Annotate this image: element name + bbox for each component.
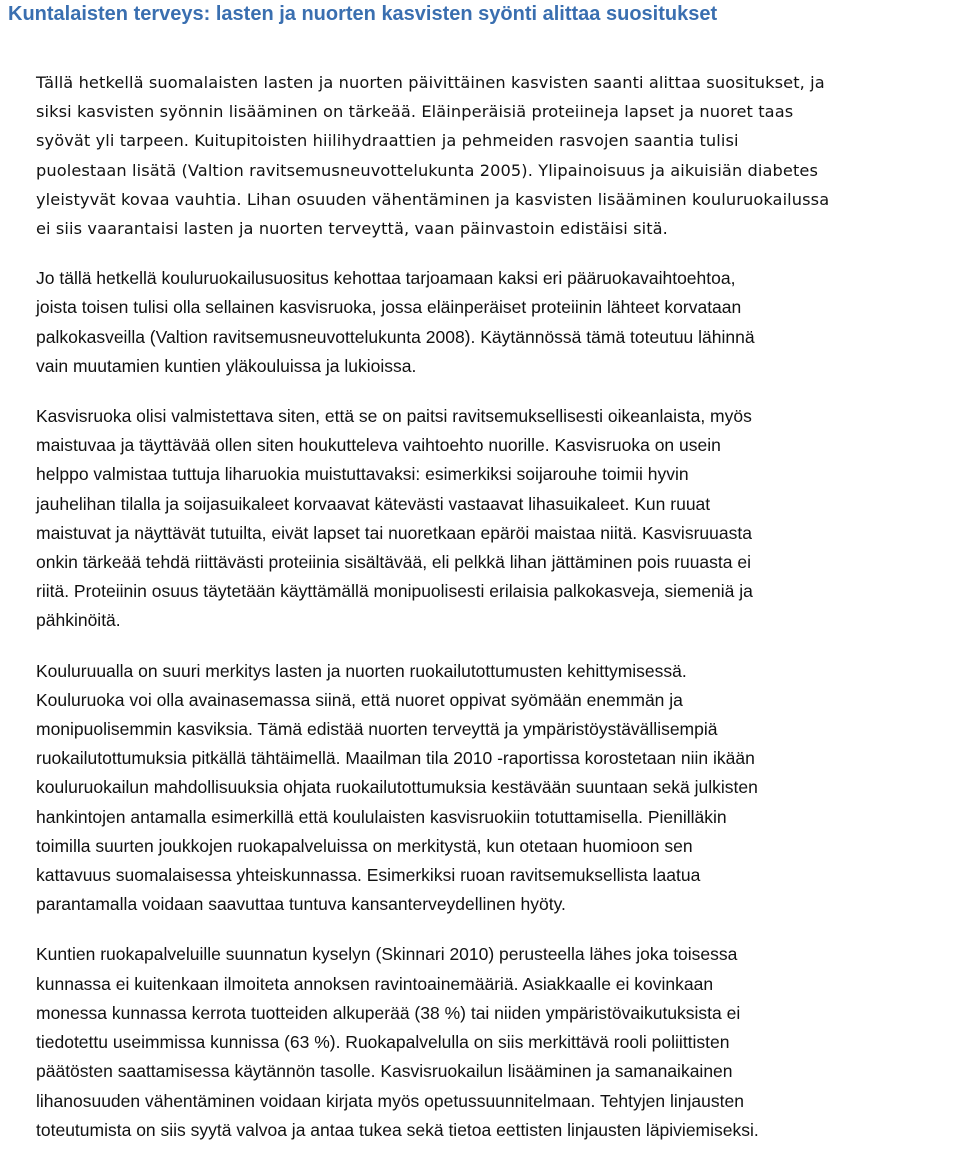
- text-line: monipuolisemmin kasviksia. Tämä edistää nuorten terveyttä ja ympäristöystävällisempiä: [36, 719, 718, 740]
- text-line: jauhelihan tilalla ja soijasuikaleet korvaavat kätevästi vastaavat lihasuikaleet. Kun ruuat: [36, 493, 711, 514]
- text-line: Kuntien ruokapalveluille suunnatun kyselyn (Skinnari 2010) perusteella lähes joka toisessa: [36, 944, 738, 965]
- text-line: Jo tällä hetkellä kouluruokailusuositus kehottaa tarjoamaan kaksi eri pääruokavaihtoehtoa,: [36, 268, 736, 289]
- text-line: joista toisen tulisi olla sellainen kasvisruoka, jossa eläinperäiset proteiinin lähteet korvataan: [36, 297, 742, 318]
- text-line: kunnassa ei kuitenkaan ilmoiteta annoksen ravintoainemääriä. Asiakkaalle ei kovinkaan: [36, 973, 714, 994]
- text-line: toteutumista on siis syytä valvoa ja antaa tukea sekä tietoa eettisten linjausten läpiviemiseksi.: [36, 1119, 759, 1140]
- text-line: Kouluruualla on suuri merkitys lasten ja nuorten ruokailutottumusten kehittymisessä.: [36, 660, 687, 681]
- text-line: palkokasveilla (Valtion ravitsemusneuvottelukunta 2008). Käytännössä tämä toteutuu lähinnä: [36, 326, 755, 347]
- paragraph-2: [36, 264, 960, 381]
- text-line: parantamalla voidaan saavuttaa tuntuva kansanterveydellinen hyöty.: [36, 894, 566, 915]
- text-line: helppo valmistaa tuttuja liharuokia muistuttavaksi: esimerkiksi soijarouhe toimii hyvin: [36, 464, 689, 485]
- text-line: monessa kunnassa kerrota tuotteiden alkuperää (38 %) tai niiden ympäristövaikutuksista ei: [36, 1002, 741, 1023]
- article-body: [36, 68, 960, 1166]
- text-line: Tällä hetkellä suomalaisten lasten ja nuorten päivittäinen kasvisten saanti alittaa suositukset, ja: [36, 73, 825, 92]
- page-title: Kuntalaisten terveys: lasten ja nuorten kasvisten syönti alittaa suositukset: [8, 3, 718, 25]
- text-line: kattavuus suomalaisessa yhteiskunnassa. Esimerkiksi ruoan ravitsemuksellista laatua: [36, 865, 701, 886]
- paragraph-5: [36, 940, 960, 1144]
- text-line: hankintojen antamalla esimerkillä että koululaisten kasvisruokiin totuttamisella. Pienilläkin: [36, 806, 727, 827]
- paragraph-4: [36, 657, 960, 920]
- text-line: ruokailutottumuksia pitkällä tähtäimellä. Maailman tila 2010 -raportissa korostetaan niin ikään: [36, 748, 755, 769]
- text-line: tiedotettu useimmissa kunnissa (63 %). Ruokapalvelulla on siis merkittävä rooli poliittisten: [36, 1032, 730, 1053]
- text-line: kouluruokailun mahdollisuuksia ohjata ruokailutottumuksia kestävään suuntaan sekä julkisten: [36, 777, 758, 798]
- text-line: maistuvaa ja täyttävää ollen siten houkutteleva vaihtoehto nuorille. Kasvisruoka on usein: [36, 435, 721, 456]
- text-line: vain muutamien kuntien yläkouluissa ja lukioissa.: [36, 355, 417, 376]
- text-line: yleistyvät kovaa vauhtia. Lihan osuuden vähentäminen ja kasvisten lisääminen kouluruokailussa: [36, 189, 830, 209]
- paragraph-1: [36, 68, 960, 243]
- text-line: päätösten saattamisessa käytännön tasolle. Kasvisruokailun lisääminen ja samanaikainen: [36, 1061, 733, 1082]
- text-line: pähkinöitä.: [36, 610, 121, 631]
- text-line: onkin tärkeää tehdä riittävästi proteiinia sisältävää, eli pelkkä lihan jättäminen pois ruuasta ei: [36, 552, 751, 573]
- text-line: maistuvat ja näyttävät tutuilta, eivät lapset tai nuoretkaan epäröi maistaa niitä. Kasvisruuasta: [36, 522, 752, 543]
- text-line: syövät yli tarpeen. Kuitupitoisten hiilihydraattien ja pehmeiden rasvojen saantia tulisi: [36, 131, 739, 151]
- text-line: toimilla suurten joukkojen ruokapalveluissa on merkitystä, kun otetaan huomioon sen: [36, 835, 693, 856]
- text-line: lihanosuuden vähentäminen voidaan kirjata myös opetussuunnitelmaan. Tehtyjen linjausten: [36, 1090, 744, 1111]
- paragraph-3: [36, 402, 960, 636]
- text-line: ei siis vaarantaisi lasten ja nuorten terveyttä, vaan päinvastoin edistäisi sitä.: [36, 219, 668, 239]
- text-line: Kouluruoka voi olla avainasemassa siinä, että nuoret oppivat syömään enemmän ja: [36, 689, 683, 710]
- text-line: puolestaan lisätä (Valtion ravitsemusneuvottelukunta 2005). Ylipainoisuus ja aikuisiän diabetes: [36, 160, 819, 180]
- text-line: riitä. Proteiinin osuus täytetään käyttämällä monipuolisesti erilaisia palkokasveja, siemeniä ja: [36, 581, 753, 602]
- text-line: Kasvisruoka olisi valmistettava siten, että se on paitsi ravitsemuksellisesti oikeanlaista, myös: [36, 406, 752, 427]
- text-line: siksi kasvisten syönnin lisääminen on tärkeää. Eläinperäisiä proteiineja lapset ja nuoret taas: [36, 102, 794, 122]
